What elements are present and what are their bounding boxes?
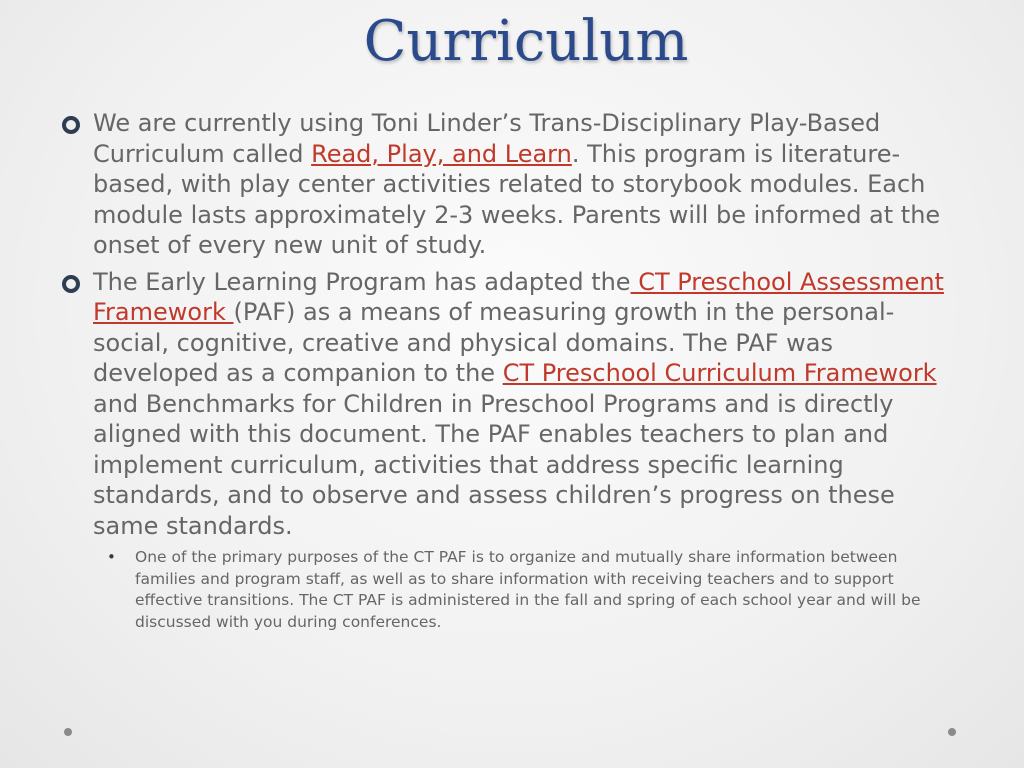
ring-bullet-icon — [62, 116, 80, 134]
bullet-text: and Benchmarks for Children in Preschool Programs and is directly aligned with this document. The PAF enables teachers to plan and implement curriculum, activities that address specific learning standards, and to observe and assess children’s progress on these same standards. — [93, 389, 895, 540]
bullet-text: The Early Learning Program has adapted the — [93, 267, 631, 296]
bullet-item-curriculum — [62, 108, 952, 261]
ring-bullet-icon — [62, 275, 80, 293]
sub-bullet-item-paf-purpose — [107, 547, 952, 633]
slide-title: Curriculum — [363, 9, 689, 74]
corner-dot-right — [948, 728, 956, 736]
bullet-text: We are currently using Toni Linder’s Trans-Disciplinary Play-Based Curriculum called — [93, 109, 881, 168]
bullet-text: . This program is literature-based, with play center activities related to storybook modules. Each module lasts approximately 2-3 weeks. Parents will be informed at the onset of every new unit of study. — [93, 139, 941, 259]
ct-preschool-assessment-framework-link[interactable]: CT Preschool Assessment Framework — [93, 267, 944, 326]
ct-preschool-curriculum-framework-link[interactable]: CT Preschool Curriculum Framework — [502, 359, 937, 387]
bullet-item-assessment — [62, 267, 952, 542]
sub-bullet-text: One of the primary purposes of the CT PAF is to organize and mutually share information between families and program staff, as well as to share information with receiving teachers and to support effective transitions. The CT PAF is administered in the fall and spring of each school year and will be discussed with you during conferences. — [135, 548, 921, 631]
corner-dot-left — [64, 728, 72, 736]
bullet-text: (PAF) as a means of measuring growth in the personal-social, cognitive, creative and physical domains. The PAF was developed as a companion to the — [93, 298, 895, 387]
slide-body — [62, 108, 952, 633]
dot-bullet-icon: • — [107, 548, 116, 566]
read-play-learn-link[interactable]: Read, Play, and Learn — [311, 139, 572, 168]
